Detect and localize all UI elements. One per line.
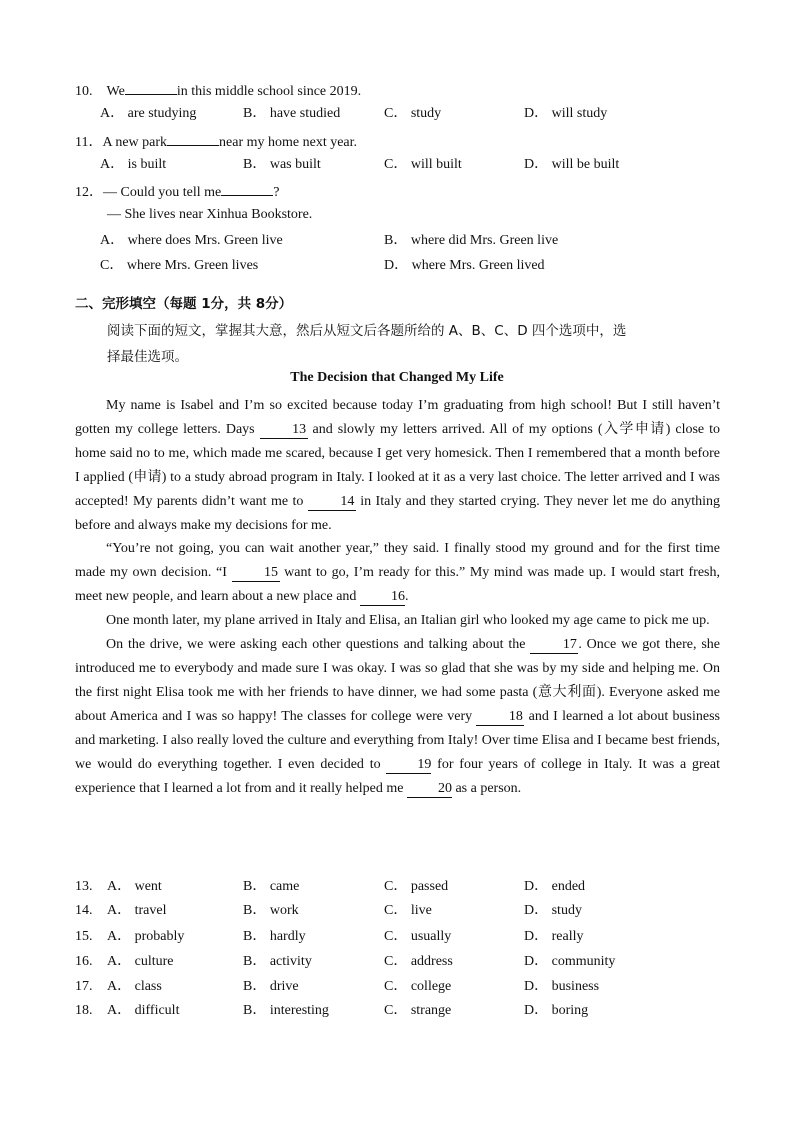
passage-text: My name is Isabel and I’m so excited because today I’m graduating from high school! But I still haven’t gotten my college letters. Days <box>75 398 720 437</box>
blank-17: 17 <box>530 637 578 654</box>
option-b: B． hardly <box>243 929 306 944</box>
option-d: D． where Mrs. Green lived <box>384 258 545 273</box>
question-12-stem <box>75 181 279 202</box>
paragraph-2 <box>75 537 720 609</box>
option-b: B． activity <box>243 954 312 969</box>
question-number: 11． <box>75 135 103 150</box>
option-d: D． business <box>524 979 600 994</box>
blank-19: 19 <box>386 757 431 774</box>
option-b: B． drive <box>243 979 299 994</box>
option-d: D． really <box>524 929 584 944</box>
stem-text: We <box>106 84 125 99</box>
blank-18: 18 <box>476 709 524 726</box>
option-c: C． where Mrs. Green lives <box>100 258 259 273</box>
option-b: B． interesting <box>243 1003 329 1018</box>
blank-15: 15 <box>232 565 280 582</box>
option-c: C． college <box>384 979 452 994</box>
option-a: A． difficult <box>107 1003 180 1018</box>
option-c: C． study <box>384 106 442 121</box>
option-d: D． will study <box>524 106 608 121</box>
paragraph-3: One month later, my plane arrived in Italy and Elisa, an Italian girl who looked my age came to pick me up. <box>106 613 710 629</box>
option-a: A． where does Mrs. Green live <box>100 233 283 248</box>
stem-text: near my home next year. <box>219 135 358 150</box>
passage-title: The Decision that Changed My Life <box>290 370 504 385</box>
passage-text: as a person. <box>451 780 522 796</box>
option-c: C． address <box>384 954 453 969</box>
cloze-number: 15. <box>75 929 93 944</box>
option-a: A． is built <box>100 157 167 172</box>
question-11-stem <box>75 131 357 152</box>
blank-20: 20 <box>407 781 452 798</box>
option-d: D． community <box>524 954 616 969</box>
passage-text: and slowly my letters arrived. All of my options (入学申请) close to home said no to me, which made me scared, because I get very homesick. Then I remembered that a month before I applied (申请) to a study abroad program in Italy. I looked at it as a very last choice. The letter arrived and I was accepted! My parents didn’t want me to <box>75 421 720 509</box>
option-d: D． will be built <box>524 157 620 172</box>
blank-13: 13 <box>260 422 308 439</box>
option-a: A． class <box>107 979 162 994</box>
section-instruction: 阅读下面的短文，掌握其大意，然后从短文后各题所给的 A、B、C、D 四个选项中，选 择最佳选项。 <box>107 323 627 365</box>
option-a: A． travel <box>107 903 167 918</box>
passage-text: want to go, I’m ready for this.” My mind was made up. I would start fresh, meet new people, and learn about a new place and <box>75 565 720 605</box>
passage-text: in Italy and they started crying. They never let me do anything before and always make my decisions for me. <box>75 493 720 533</box>
passage <box>75 394 720 800</box>
passage-text: and I learned a lot about business and marketing. I also really loved the culture and everything from Italy! Over time Elisa and I became best friends, we would do everything together. I even decided to <box>75 708 720 772</box>
passage-text: On the drive, we were asking each other questions and talking about the <box>106 637 531 653</box>
question-10-stem <box>75 80 361 101</box>
question-12-response: — She lives near Xinhua Bookstore. <box>107 207 313 222</box>
stem-text: in this middle school since 2019. <box>176 84 362 99</box>
cloze-number: 18. <box>75 1003 93 1018</box>
option-c: C． live <box>384 903 432 918</box>
option-b: B． was built <box>243 157 321 172</box>
cloze-number: 14. <box>75 903 93 918</box>
option-c: C． passed <box>384 879 449 894</box>
option-a: A． went <box>107 879 162 894</box>
answer-blank <box>167 131 219 146</box>
option-b: B． came <box>243 879 300 894</box>
stem-text: A new park <box>102 135 168 150</box>
question-number: 10. <box>75 84 93 99</box>
passage-text: . Once we got there, she introduced me to everybody and made sure I was okay. I was so glad that she was by my side and helping me. On the first night Elisa took me with her friends to have dinner, we had some pasta (意大利面). Everyone asked me about America and I was so happy! The classes for college were very <box>75 637 720 724</box>
option-b: B． work <box>243 903 299 918</box>
paragraph-4 <box>75 633 720 800</box>
cloze-number: 17. <box>75 979 93 994</box>
option-c: C． will built <box>384 157 462 172</box>
answer-blank <box>125 80 177 95</box>
option-c: C． usually <box>384 929 452 944</box>
option-a: A． are studying <box>100 106 197 121</box>
passage-text: “You’re not going, you can wait another year,” they said. I finally stood my ground and for the first time made my own decision. “I <box>75 541 720 581</box>
passage-text: . <box>404 589 409 605</box>
answer-blank <box>221 181 273 196</box>
cloze-number: 16. <box>75 954 93 969</box>
cloze-number: 13. <box>75 879 93 894</box>
question-number: 12． <box>75 185 103 200</box>
option-d: D． ended <box>524 879 586 894</box>
option-d: D． study <box>524 903 582 918</box>
blank-14: 14 <box>308 494 356 511</box>
option-a: A． culture <box>107 954 174 969</box>
stem-text: — Could you tell me <box>103 185 222 200</box>
option-b: B． where did Mrs. Green live <box>384 233 559 248</box>
section-heading: 二、完形填空（每题 1分，共 8分） <box>75 296 293 312</box>
option-c: C． strange <box>384 1003 452 1018</box>
passage-text: for four years of college in Italy. It was a great experience that I learned a lot from and it really helped me <box>75 756 720 796</box>
stem-text: ? <box>273 185 280 200</box>
blank-16: 16 <box>360 589 405 606</box>
paragraph-1 <box>75 394 720 537</box>
option-a: A． probably <box>107 929 185 944</box>
option-d: D． boring <box>524 1003 589 1018</box>
option-b: B． have studied <box>243 106 341 121</box>
